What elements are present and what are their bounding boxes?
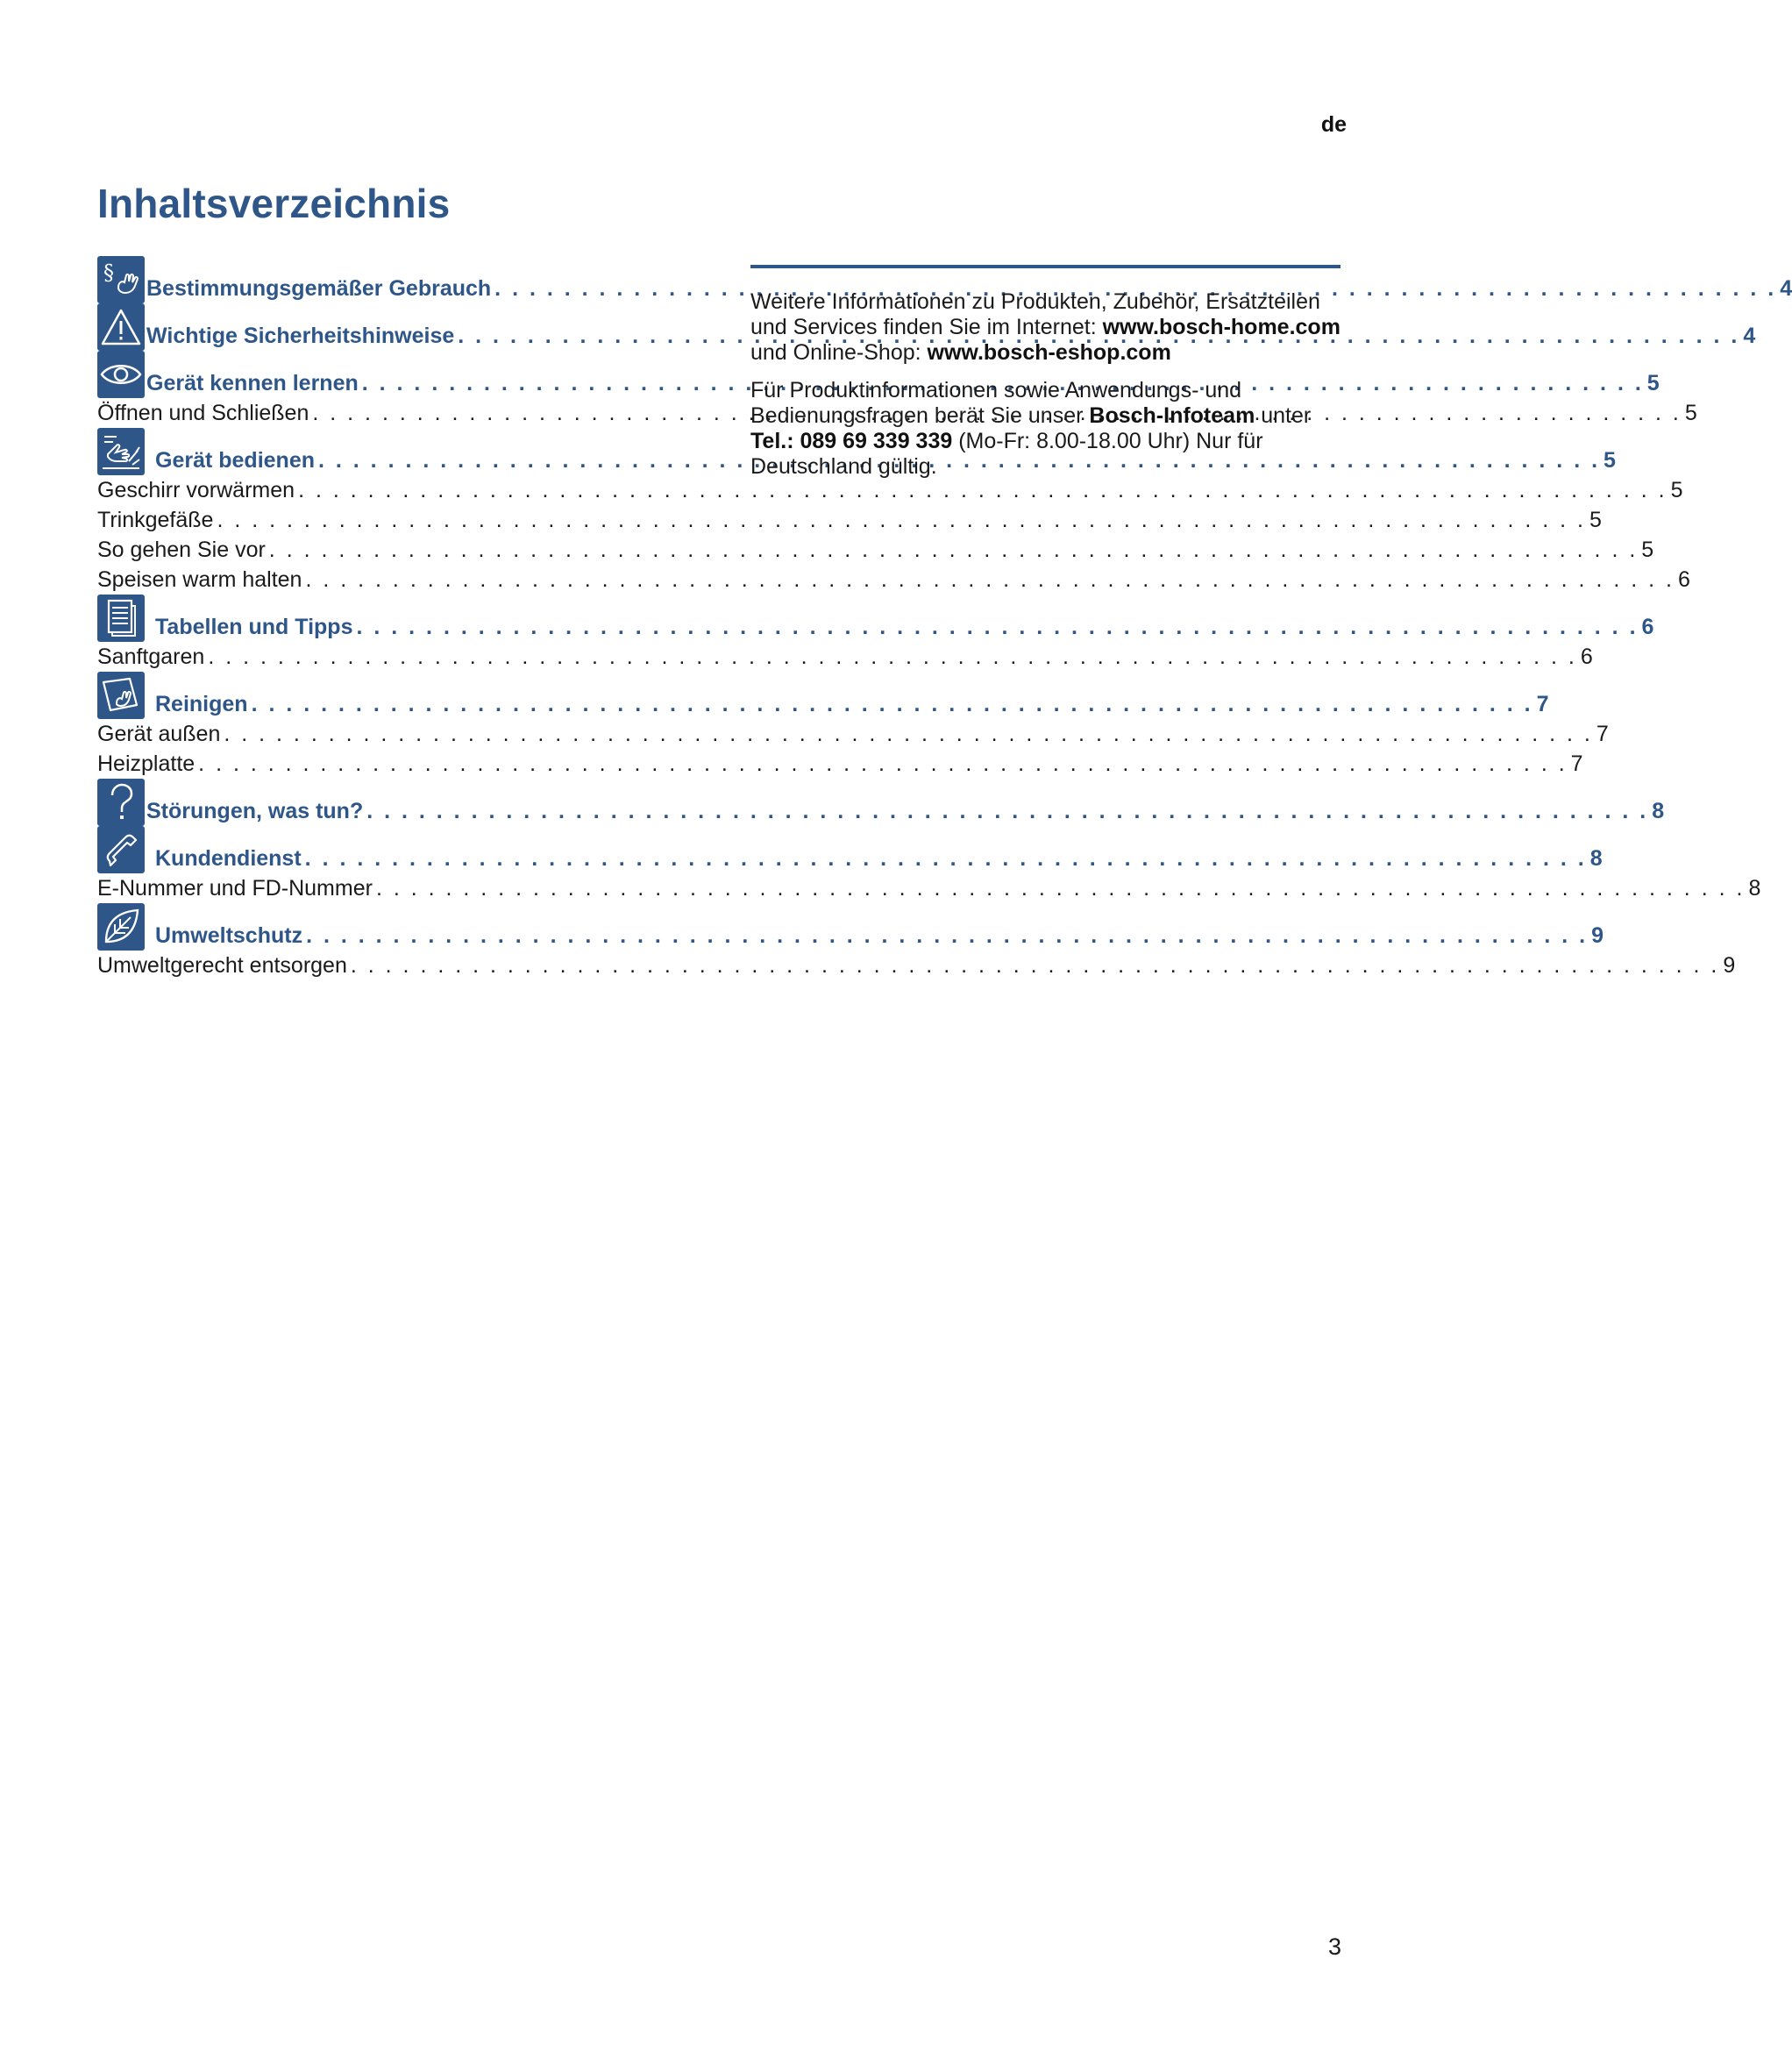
page-number: 3	[1327, 1933, 1341, 1960]
info-paragraph: Für Produktinformationen sowie Anwendungs- und Bedienungsfragen berät Sie unser Bosch-Infoteam unter Tel.: 089 69 339 339 (Mo-Fr: 8.00-18.00 Uhr) Nur für Deutschland gültig.	[750, 378, 1312, 479]
eye-icon	[97, 351, 145, 398]
toc-section	[97, 826, 1761, 903]
toc-section	[97, 779, 1665, 826]
toc-section-heading[interactable]: Umweltschutz . . . 9	[145, 923, 1604, 949]
toc-section-heading[interactable]: Reinigen . . . 7	[145, 692, 1549, 717]
info-box	[750, 265, 1340, 492]
toc-subitem[interactable]: Gerät außen . . . 7	[97, 719, 693, 749]
toc-subitem[interactable]: Trinkgefäße . . . 5	[97, 505, 693, 535]
toc-section-heading[interactable]: Gerät bedienen . . . 5	[145, 448, 1616, 474]
hand-operate-icon	[97, 428, 145, 475]
question-mark-icon	[97, 779, 145, 826]
toc-subitem[interactable]: So gehen Sie vor . . . 5	[97, 535, 693, 565]
toc-section	[97, 903, 1736, 980]
website-link[interactable]: www.bosch-home.com	[1102, 315, 1340, 339]
paragraph-hand-icon	[97, 256, 145, 303]
toc-section	[97, 595, 1654, 672]
toc-subitem[interactable]: E-Nummer und FD-Nummer . . . 8	[97, 873, 693, 903]
toc-subitem[interactable]: Sanftgaren . . . 6	[97, 642, 693, 672]
toc-section-heading[interactable]: Tabellen und Tipps . . . 6	[145, 615, 1653, 640]
svg-text:§: §	[103, 260, 114, 285]
toc-subitem[interactable]: Öffnen und Schließen . . . 5	[97, 398, 693, 428]
toc-section-heading[interactable]: Wichtige Sicherheitshinweise . . . 4	[145, 324, 655, 349]
toc-section-heading[interactable]: Bestimmungsgemäßer Gebrauch . . . 4	[145, 276, 672, 302]
leaf-icon	[97, 903, 145, 951]
cleaning-cloth-icon	[97, 672, 145, 719]
info-paragraph: Weitere Informationen zu Produkten, Zubehör, Ersatzteilen und Services finden Sie im Internet: www.bosch-home.com und Online-Shop: www.bosch-eshop.com	[750, 289, 1340, 365]
document-table-icon	[97, 595, 145, 642]
toc-section	[97, 256, 1792, 303]
toc-subitem[interactable]: Umweltgerecht entsorgen . . . 9	[97, 951, 693, 980]
language-code: de	[1320, 112, 1347, 137]
telephone-icon	[97, 826, 145, 873]
warning-triangle-icon	[97, 303, 145, 351]
toc-section	[97, 672, 1609, 779]
toc-section-heading[interactable]: Kundendienst . . . 8	[145, 846, 1603, 872]
toc-section-heading[interactable]: Störungen, was tun? . . . 8	[145, 799, 672, 824]
toc-section-heading[interactable]: Gerät kennen lernen . . . 5	[145, 371, 681, 396]
eshop-link[interactable]: www.bosch-eshop.com	[927, 340, 1171, 365]
divider	[750, 265, 1340, 268]
toc-subitem[interactable]: Speisen warm halten . . . 6	[97, 565, 693, 595]
toc-subitem[interactable]: Geschirr vorwärmen . . . 5	[97, 475, 693, 505]
toc-subitem[interactable]: Heizplatte . . . 7	[97, 749, 693, 779]
page-title: Inhaltsverzeichnis	[97, 181, 451, 226]
phone-number: Tel.: 089 69 339 339	[750, 429, 953, 453]
